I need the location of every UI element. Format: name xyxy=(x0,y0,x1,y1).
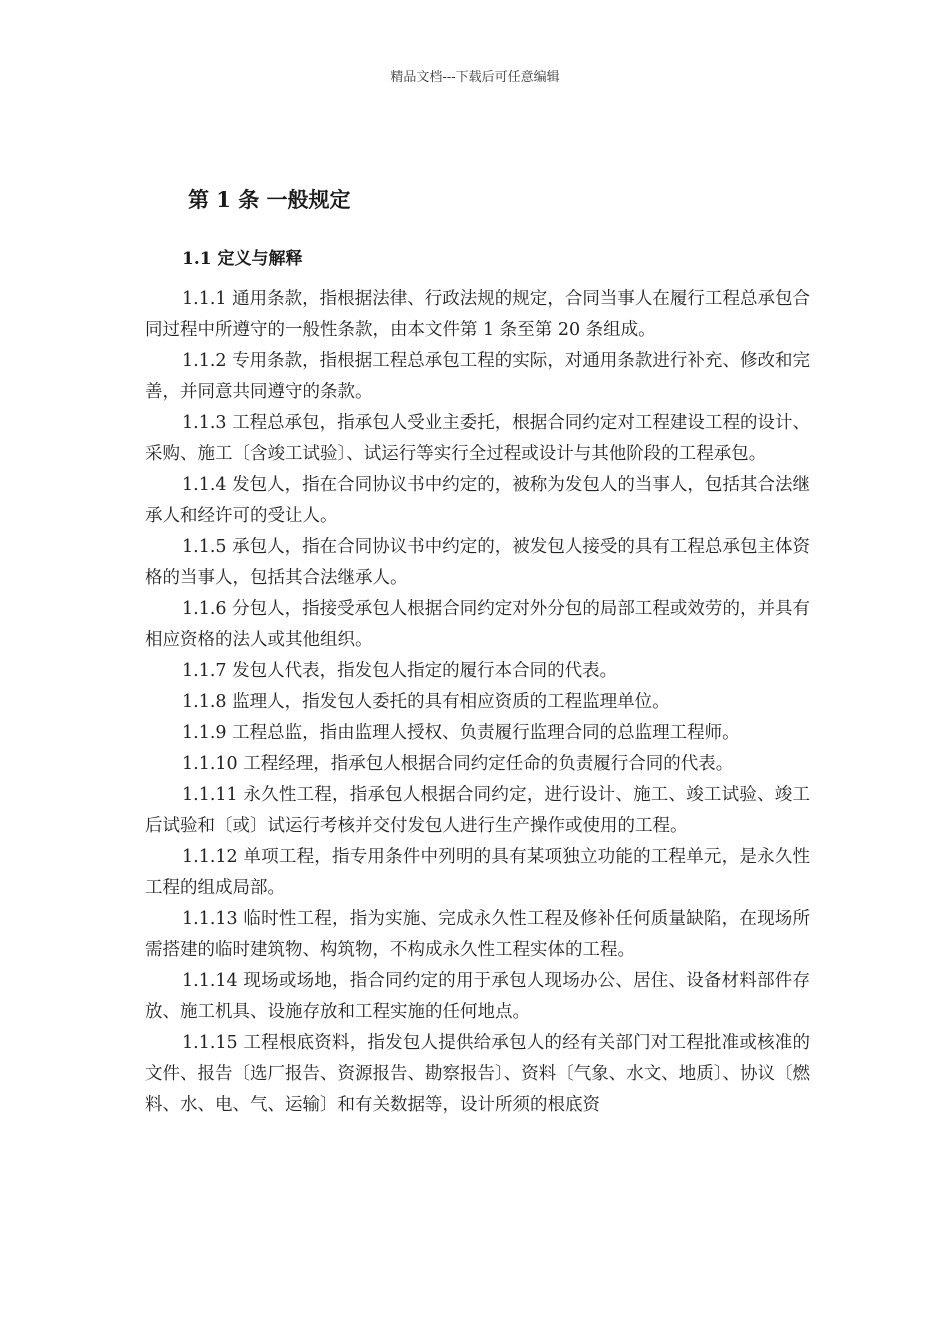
paragraph: 1.1.4 发包人，指在合同协议书中约定的，被称为发包人的当事人，包括其合法继承人和经许可的受让人。 xyxy=(145,475,810,526)
paragraph: 1.1.12 单项工程，指专用条件中列明的具有某项独立功能的工程单元，是永久性工程的组成局部。 xyxy=(145,847,810,898)
paragraph: 1.1.3 工程总承包，指承包人受业主委托，根据合同约定对工程建设工程的设计、采购、施工〔含竣工试验〕、试运行等实行全过程或设计与其他阶段的工程承包。 xyxy=(145,413,810,464)
paragraph: 1.1.10 工程经理，指承包人根据合同约定任命的负责履行合同的代表。 xyxy=(182,754,734,774)
paragraph: 1.1.6 分包人，指接受承包人根据合同约定对外分包的局部工程或效劳的，并具有相应资格的法人或其他组织。 xyxy=(145,599,810,650)
document-body xyxy=(145,284,810,1121)
paragraph: 1.1.7 发包人代表，指发包人指定的履行本合同的代表。 xyxy=(182,661,618,681)
paragraph: 1.1.2 专用条款，指根据工程总承包工程的实际，对通用条款进行补充、修改和完善，并同意共同遵守的条款。 xyxy=(145,351,810,402)
paragraph: 1.1.13 临时性工程，指为实施、完成永久性工程及修补任何质量缺陷，在现场所需搭建的临时建筑物、构筑物，不构成永久性工程实体的工程。 xyxy=(145,909,810,960)
page-header: 精品文档---下载后可任意编辑 xyxy=(390,70,560,85)
paragraph: 1.1.15 工程根底资料，指发包人提供给承包人的经有关部门对工程批准或核准的文件、报告〔选厂报告、资源报告、勘察报告〕、资料〔气象、水文、地质〕、协议〔燃料、水、电、气、运输〕和有关数据等，设计所须的根底资 xyxy=(145,1033,810,1115)
paragraph: 1.1.9 工程总监，指由监理人授权、负责履行监理合同的总监理工程师。 xyxy=(182,723,740,743)
section-title: 1.1 定义与解释 xyxy=(182,249,303,269)
paragraph: 1.1.1 通用条款，指根据法律、行政法规的规定，合同当事人在履行工程总承包合同过程中所遵守的一般性条款，由本文件第 1 条至第 20 条组成。 xyxy=(145,289,810,340)
paragraph: 1.1.8 监理人，指发包人委托的具有相应资质的工程监理单位。 xyxy=(182,692,670,712)
article-title: 第 1 条 一般规定 xyxy=(188,187,351,212)
paragraph: 1.1.14 现场或场地，指合同约定的用于承包人现场办公、居住、设备材料部件存放、施工机具、设施存放和工程实施的任何地点。 xyxy=(145,971,810,1022)
paragraph: 1.1.11 永久性工程，指承包人根据合同约定，进行设计、施工、竣工试验、竣工后试验和〔或〕试运行考核并交付发包人进行生产操作或使用的工程。 xyxy=(145,785,810,836)
paragraph: 1.1.5 承包人，指在合同协议书中约定的，被发包人接受的具有工程总承包主体资格的当事人，包括其合法继承人。 xyxy=(145,537,810,588)
